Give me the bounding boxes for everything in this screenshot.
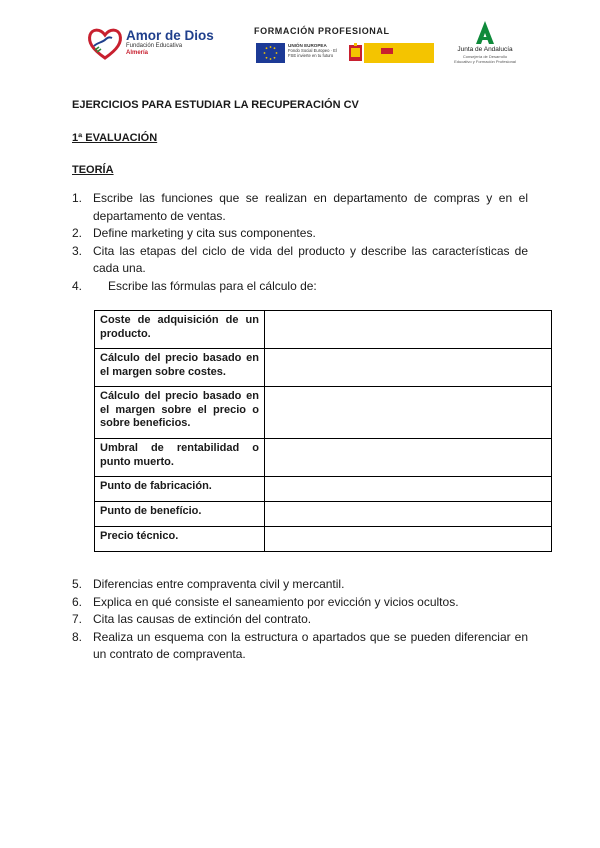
formula-label: Precio técnico.	[95, 527, 265, 552]
formula-label: Coste de adquisición de un producto.	[95, 311, 265, 349]
list-item	[72, 190, 528, 225]
item-text: Escribe las funciones que se realizan en departamento de compras y en el departamento de ventas.	[93, 191, 528, 223]
formula-label: Punto de fabricación.	[95, 477, 265, 502]
list-item	[72, 225, 528, 243]
item-text: Realiza un esquema con la estructura o apartados que se pueden diferenciar en un contrato de compraventa.	[93, 629, 528, 661]
document-title: EJERCICIOS PARA ESTUDIAR LA RECUPERACIÓN CV	[72, 99, 359, 111]
formula-answer-cell[interactable]	[265, 477, 552, 502]
table-row	[95, 349, 552, 387]
questions-list-a	[72, 190, 528, 295]
junta-andalucia-icon	[454, 20, 516, 46]
formula-label: Cálculo del precio basado en el margen sobre el precio o sobre beneficios.	[95, 387, 265, 439]
eu-flag-icon	[256, 43, 285, 63]
table-row	[95, 502, 552, 527]
item-number: 2.	[72, 226, 83, 240]
formula-answer-cell[interactable]	[265, 387, 552, 439]
formula-answer-cell[interactable]	[265, 349, 552, 387]
item-text: Escribe las fórmulas para el cálculo de:	[108, 278, 317, 293]
item-text: Diferencias entre compraventa civil y mercantil.	[93, 577, 345, 591]
table-row	[95, 387, 552, 439]
list-item	[72, 611, 528, 629]
junta-name: Junta de Andalucía	[457, 46, 513, 53]
spain-shield-icon	[348, 43, 363, 63]
formula-label: Punto de benefício.	[95, 502, 265, 527]
junta-subtitle: Consejería de Desarrollo Educativo y Formación Profesional	[454, 54, 516, 64]
item-number: 1.	[72, 191, 83, 205]
amor-de-dios-logo	[86, 24, 216, 64]
amor-name: Amor de Dios	[126, 28, 214, 43]
formula-answer-cell[interactable]	[265, 502, 552, 527]
junta-andalucia-logo	[454, 20, 516, 68]
table-row	[95, 311, 552, 349]
item-text: Cita las etapas del ciclo de vida del producto y describe las características de cada una.	[93, 243, 528, 275]
eu-subtext: Fondo Social Europeo · El FSE invierte en tu futuro	[288, 48, 337, 58]
table-row	[95, 439, 552, 477]
spain-flag-stripe	[381, 48, 393, 54]
item-number: 4.	[72, 278, 83, 293]
item-text: Cita las causas de extinción del contrato.	[93, 612, 312, 626]
formula-label: Umbral de rentabilidad o punto muerto.	[95, 439, 265, 477]
eu-label: UNIÓN EUROPEA	[288, 43, 327, 48]
list-item	[72, 629, 528, 664]
amor-subtitle: Fundación Educativa	[126, 43, 183, 49]
formacion-profesional-logos	[254, 26, 434, 68]
fp-title: FORMACIÓN PROFESIONAL	[254, 26, 390, 36]
item-number: 6.	[72, 594, 83, 609]
spain-ministry-banner	[364, 43, 434, 63]
item-text: Define marketing y cita sus componentes.	[93, 226, 316, 240]
amor-city: Almería	[126, 50, 149, 56]
list-item	[72, 243, 528, 278]
section-heading: TEORÍA	[72, 164, 114, 176]
list-item	[72, 594, 528, 612]
item-number: 3.	[72, 243, 83, 258]
evaluation-heading: 1ª EVALUACIÓN	[72, 132, 158, 144]
item-number: 5.	[72, 577, 83, 591]
list-item	[72, 576, 528, 594]
list-item	[72, 278, 528, 296]
item-number: 7.	[72, 612, 83, 626]
formulas-table	[94, 310, 552, 552]
formula-label: Cálculo del precio basado en el margen sobre costes.	[95, 349, 265, 387]
table-row	[95, 477, 552, 502]
table-row	[95, 527, 552, 552]
questions-list-b	[72, 576, 528, 664]
formula-answer-cell[interactable]	[265, 439, 552, 477]
formula-answer-cell[interactable]	[265, 527, 552, 552]
item-number: 8.	[72, 629, 83, 644]
heart-dove-logo	[86, 24, 124, 62]
item-text: Explica en qué consiste el saneamiento por evicción y vicios ocultos.	[93, 594, 459, 609]
formula-answer-cell[interactable]	[265, 311, 552, 349]
